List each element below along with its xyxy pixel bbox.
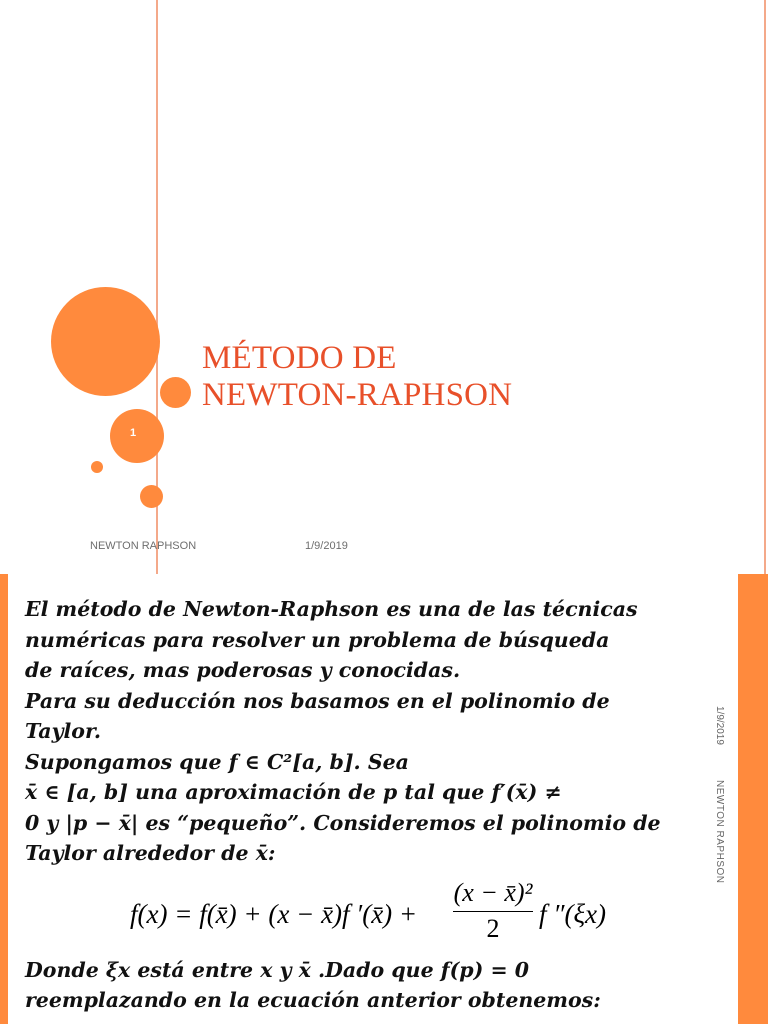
accent-bar-left xyxy=(0,574,8,1024)
decor-circle-tiny xyxy=(91,461,103,473)
formula-fraction xyxy=(453,875,533,946)
formula-rhs: f ″(ξx) xyxy=(539,898,607,929)
slide-number-circle xyxy=(110,409,164,463)
taylor-formula xyxy=(25,875,725,953)
formula-numerator: (x − x̄)² xyxy=(453,877,533,907)
footer-date: 1/9/2019 xyxy=(305,540,348,552)
decor-circle-medium xyxy=(160,377,191,408)
body-line: Taylor alrededor de x̄: xyxy=(25,841,276,865)
body-line: 0 y |p − x̄| es “pequeño”. Consideremos el polinomio de xyxy=(25,810,661,835)
formula-denominator: 2 xyxy=(453,911,533,946)
slide-number: 1 xyxy=(129,427,137,439)
footer-title: NEWTON RAPHSON xyxy=(90,540,197,552)
body-line: El método de Newton-Raphson es una de las técnicas xyxy=(25,597,638,621)
title-line-1: MÉTODO DE xyxy=(202,340,397,376)
side-name: NEWTON RAPHSON xyxy=(714,780,725,884)
decor-circle-small xyxy=(140,485,163,508)
body-line: numéricas para resolver un problema de búsqueda xyxy=(25,627,610,652)
formula-lhs: f(x) = f(x̄) + (x − x̄)f ′(x̄) + xyxy=(130,898,418,929)
slide-title xyxy=(202,340,512,414)
decor-circle-large xyxy=(51,287,160,396)
body-line: Donde ξx está entre x y x̄ .Dado que f(p) = 0 xyxy=(25,957,530,982)
slide-body xyxy=(25,594,725,1016)
content-slide xyxy=(0,574,768,1024)
decor-line-right xyxy=(764,0,766,574)
body-line: reemplazando en la ecuación anterior obtenemos: xyxy=(25,988,601,1012)
side-date: 1/9/2019 xyxy=(714,706,725,745)
body-line: Taylor. xyxy=(25,719,102,743)
body-line: Supongamos que f ∈ C²[a, b]. Sea xyxy=(25,749,409,774)
body-line: x̄ ∈ [a, b] una aproximación de p tal que f′(x̄) ≠ xyxy=(25,780,562,804)
accent-bar-right xyxy=(738,574,768,1024)
title-line-2: NEWTON-RAPHSON xyxy=(202,377,513,413)
body-line: de raíces, mas poderosas y conocidas. xyxy=(25,658,461,682)
body-line: Para su deducción nos basamos en el polinomio de xyxy=(25,688,610,713)
